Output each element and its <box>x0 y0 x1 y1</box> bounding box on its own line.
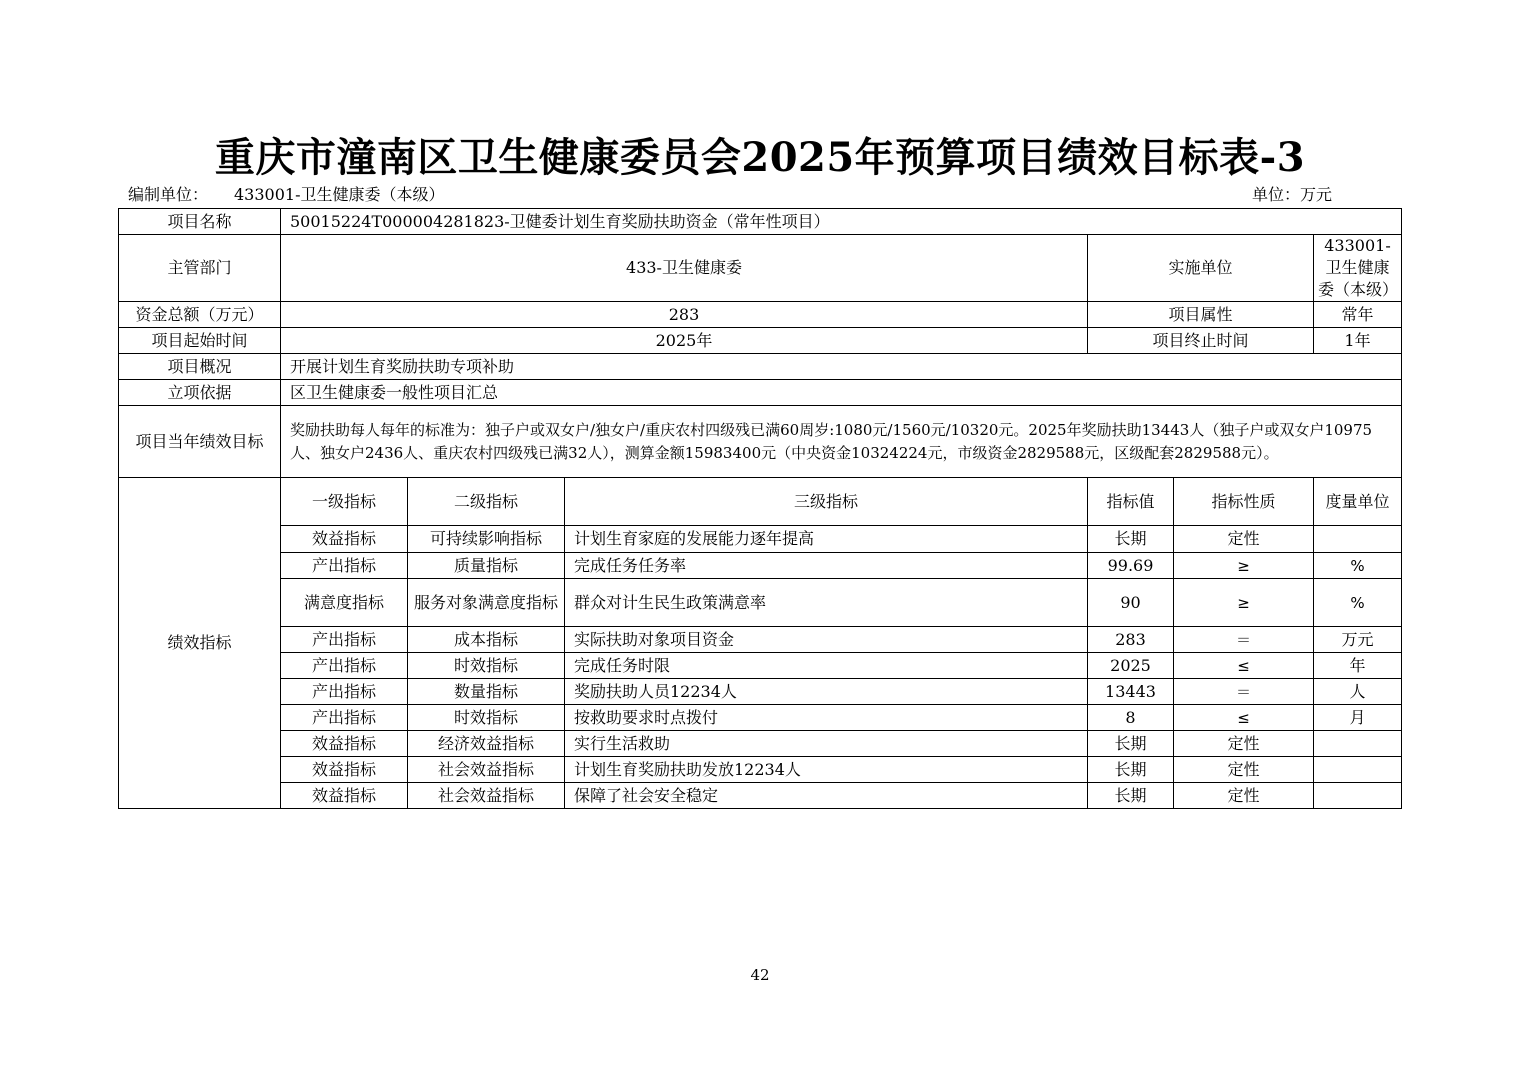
nature-cell: 定性 <box>1174 783 1314 809</box>
end-label: 项目终止时间 <box>1088 328 1314 354</box>
level3-cell: 按救助要求时点拨付 <box>565 705 1088 731</box>
level3-cell: 实际扶助对象项目资金 <box>565 627 1088 653</box>
start-value: 2025年 <box>281 328 1088 354</box>
header-unit: 度量单位 <box>1314 478 1402 526</box>
level1-cell: 产出指标 <box>281 705 408 731</box>
table-row <box>119 653 1402 679</box>
basis-label: 立项依据 <box>119 380 281 406</box>
level2-cell: 服务对象满意度指标 <box>408 579 565 627</box>
funds-label: 资金总额（万元） <box>119 302 281 328</box>
level3-cell: 计划生育家庭的发展能力逐年提高 <box>565 526 1088 553</box>
impl-value: 433001-卫生健康委（本级） <box>1314 235 1402 302</box>
header-level1: 一级指标 <box>281 478 408 526</box>
org-label: 编制单位： <box>128 185 209 204</box>
unit-cell <box>1314 757 1402 783</box>
row-overview <box>119 354 1402 380</box>
level2-cell: 经济效益指标 <box>408 731 565 757</box>
impl-label: 实施单位 <box>1088 235 1314 302</box>
value-cell: 13443 <box>1088 679 1174 705</box>
nature-cell: ≥ <box>1174 553 1314 579</box>
project-name-label: 项目名称 <box>119 209 281 235</box>
unit-cell: % <box>1314 579 1402 627</box>
value-cell: 长期 <box>1088 783 1174 809</box>
attr-value: 常年 <box>1314 302 1402 328</box>
funds-value: 283 <box>281 302 1088 328</box>
level2-cell: 成本指标 <box>408 627 565 653</box>
row-goal <box>119 406 1402 478</box>
start-label: 项目起始时间 <box>119 328 281 354</box>
unit-cell: 万元 <box>1314 627 1402 653</box>
unit-cell <box>1314 526 1402 553</box>
level1-cell: 产出指标 <box>281 553 408 579</box>
nature-cell: ≤ <box>1174 653 1314 679</box>
unit-cell: 人 <box>1314 679 1402 705</box>
table-row <box>119 783 1402 809</box>
unit-cell: 年 <box>1314 653 1402 679</box>
table-row <box>119 627 1402 653</box>
nature-cell: 定性 <box>1174 731 1314 757</box>
level2-cell: 社会效益指标 <box>408 757 565 783</box>
level2-cell: 质量指标 <box>408 553 565 579</box>
row-department <box>119 235 1402 302</box>
level3-cell: 实行生活救助 <box>565 731 1088 757</box>
nature-cell: ≥ <box>1174 579 1314 627</box>
row-basis <box>119 380 1402 406</box>
table-row <box>119 705 1402 731</box>
value-cell: 8 <box>1088 705 1174 731</box>
row-project-name <box>119 209 1402 235</box>
level1-cell: 效益指标 <box>281 526 408 553</box>
unit-cell <box>1314 731 1402 757</box>
level1-cell: 效益指标 <box>281 757 408 783</box>
overview-label: 项目概况 <box>119 354 281 380</box>
table-row <box>119 757 1402 783</box>
value-cell: 长期 <box>1088 731 1174 757</box>
unit-cell: % <box>1314 553 1402 579</box>
nature-cell: ≤ <box>1174 705 1314 731</box>
indicator-section-label: 绩效指标 <box>119 478 281 809</box>
dept-value: 433-卫生健康委 <box>281 235 1088 302</box>
level1-cell: 效益指标 <box>281 783 408 809</box>
value-cell: 2025 <box>1088 653 1174 679</box>
level3-cell: 计划生育奖励扶助发放12234人 <box>565 757 1088 783</box>
table-row <box>119 526 1402 553</box>
level3-cell: 完成任务时限 <box>565 653 1088 679</box>
level3-cell: 完成任务任务率 <box>565 553 1088 579</box>
dept-label: 主管部门 <box>119 235 281 302</box>
unit-cell: 月 <box>1314 705 1402 731</box>
level2-cell: 时效指标 <box>408 653 565 679</box>
nature-cell: ＝ <box>1174 627 1314 653</box>
attr-label: 项目属性 <box>1088 302 1314 328</box>
basis-value: 区卫生健康委一般性项目汇总 <box>281 380 1402 406</box>
header-value: 指标值 <box>1088 478 1174 526</box>
org-value: 433001-卫生健康委（本级） <box>234 185 445 204</box>
level1-cell: 满意度指标 <box>281 579 408 627</box>
table-row <box>119 579 1402 627</box>
header-nature: 指标性质 <box>1174 478 1314 526</box>
performance-table <box>118 208 1402 809</box>
row-time <box>119 328 1402 354</box>
project-name-value: 50015224T000004281823-卫健委计划生育奖励扶助资金（常年性项目） <box>281 209 1402 235</box>
value-cell: 283 <box>1088 627 1174 653</box>
level1-cell: 产出指标 <box>281 653 408 679</box>
value-cell: 90 <box>1088 579 1174 627</box>
level2-cell: 社会效益指标 <box>408 783 565 809</box>
overview-value: 开展计划生育奖励扶助专项补助 <box>281 354 1402 380</box>
page-title: 重庆市潼南区卫生健康委员会2025年预算项目绩效目标表-3 <box>214 134 1306 181</box>
level2-cell: 数量指标 <box>408 679 565 705</box>
unit-cell <box>1314 783 1402 809</box>
end-value: 1年 <box>1314 328 1402 354</box>
level3-cell: 保障了社会安全稳定 <box>565 783 1088 809</box>
goal-value: 奖励扶助每人每年的标准为：独子户或双女户/独女户/重庆农村四级残已满60周岁:1080元/1560元/10320元。2025年奖励扶助13443人（独子户或双女户10975人、独女户2436人、重庆农村四级残已满32人），测算金额15983400元（中央资金10324224元，市级资金2829588元，区级配套2829588元）。 <box>281 406 1402 478</box>
level3-cell: 群众对计生民生政策满意率 <box>565 579 1088 627</box>
document-subheader <box>128 184 1332 206</box>
level1-cell: 效益指标 <box>281 731 408 757</box>
value-cell: 长期 <box>1088 526 1174 553</box>
level2-cell: 时效指标 <box>408 705 565 731</box>
nature-cell: 定性 <box>1174 526 1314 553</box>
header-level3: 三级指标 <box>565 478 1088 526</box>
level3-cell: 奖励扶助人员12234人 <box>565 679 1088 705</box>
table-row <box>119 731 1402 757</box>
header-level2: 二级指标 <box>408 478 565 526</box>
value-cell: 99.69 <box>1088 553 1174 579</box>
row-funds <box>119 302 1402 328</box>
indicator-header-row <box>119 478 1402 526</box>
level1-cell: 产出指标 <box>281 679 408 705</box>
level1-cell: 产出指标 <box>281 627 408 653</box>
unit-label: 单位：万元 <box>1251 185 1332 204</box>
nature-cell: 定性 <box>1174 757 1314 783</box>
goal-label: 项目当年绩效目标 <box>119 406 281 478</box>
value-cell: 长期 <box>1088 757 1174 783</box>
table-row <box>119 679 1402 705</box>
table-row <box>119 553 1402 579</box>
page-number: 42 <box>750 966 770 984</box>
level2-cell: 可持续影响指标 <box>408 526 565 553</box>
nature-cell: ＝ <box>1174 679 1314 705</box>
